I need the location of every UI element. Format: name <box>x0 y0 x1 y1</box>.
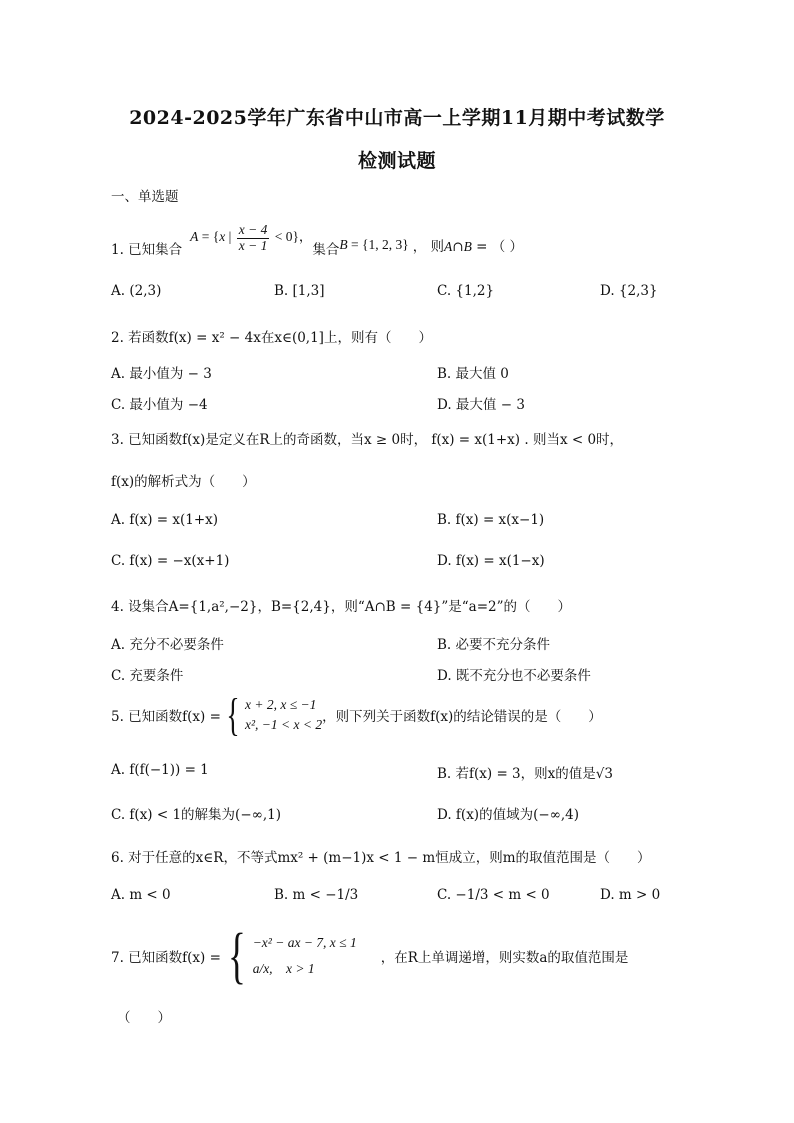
question-1-option-b[interactable]: B. [1,3] <box>274 283 325 299</box>
question-3-option-d[interactable]: D. f(x) = x(1−x) <box>437 553 545 569</box>
question-5-prefix: 5. 已知函数f(x) = <box>111 709 221 725</box>
question-7-case-1: −x² − ax − 7, x ≤ 1 <box>252 935 357 951</box>
exam-title-line-1: 2024-2025学年广东省中山市高一上学期11月期中考试数学 <box>129 107 665 129</box>
question-2-option-a[interactable]: A. 最小值为 − 3 <box>111 366 212 382</box>
section-heading: 一、单选题 <box>111 189 179 205</box>
question-3-stem-line-2: f(x)的解析式为（ ） <box>111 474 256 490</box>
question-1-prefix: 1. 已知集合 <box>111 242 183 258</box>
question-7-prefix: 7. 已知函数f(x) = <box>111 950 221 966</box>
question-3-stem-line-1: 3. 已知函数f(x)是定义在R上的奇函数，当x ≥ 0时， f(x) = x(1+x) . 则当x < 0时， <box>111 432 624 448</box>
question-7-answer-blank[interactable]: （ ） <box>117 1010 171 1026</box>
question-3-option-b[interactable]: B. f(x) = x(x−1) <box>437 512 545 528</box>
question-4-option-c[interactable]: C. 充要条件 <box>111 668 184 684</box>
question-5-stem <box>111 689 602 740</box>
question-6-stem: 6. 对于任意的x∈R，不等式mx² + (m−1)x < 1 − m恒成立，则m的取值范围是（ ） <box>111 850 651 866</box>
question-6-option-d[interactable]: D. m > 0 <box>600 887 661 903</box>
question-4-option-b[interactable]: B. 必要不充分条件 <box>437 637 551 653</box>
question-2-option-b[interactable]: B. 最大值 0 <box>437 366 509 382</box>
question-2-option-c[interactable]: C. 最小值为 −4 <box>111 397 208 413</box>
question-1-set-b: B = {1, 2, 3} <box>339 237 409 252</box>
question-6-option-c[interactable]: C. −1/3 < m < 0 <box>437 887 550 903</box>
question-1-option-d[interactable]: D. {2,3} <box>600 283 658 299</box>
question-5-option-c[interactable]: C. f(x) < 1的解集为(−∞,1) <box>111 807 282 823</box>
exam-title-line-2: 检测试题 <box>357 150 436 172</box>
question-5-case-1: x + 2, x ≤ −1 <box>245 697 317 713</box>
question-6-option-a[interactable]: A. m < 0 <box>111 887 171 903</box>
question-1-mid: 集合 <box>312 242 340 258</box>
question-5-option-d[interactable]: D. f(x)的值域为(−∞,4) <box>437 807 580 823</box>
question-4-option-d[interactable]: D. 既不充分也不必要条件 <box>437 668 591 684</box>
question-5-suffix: ，则下列关于函数f(x)的结论错误的是（ ） <box>322 709 602 725</box>
question-7-case-2: a/x, x > 1 <box>252 961 315 976</box>
question-1-set-a: A = {x | $\frac{x - 4}{x - 1}$ < 0}， <box>190 222 313 253</box>
question-7-stem <box>111 922 629 990</box>
question-5-option-b[interactable]: B. 若f(x) = 3，则x的值是√3 <box>437 766 613 782</box>
question-7-piecewise: { −x² − ax − 7, x ≤ 1 a/x, x > 1 <box>227 922 357 990</box>
question-3-option-a[interactable]: A. f(x) = x(1+x) <box>111 512 219 528</box>
question-5-case-2: x², −1 < x < 2 <box>245 717 323 732</box>
question-4-stem: 4. 设集合A={1,a²,−2}，B={2,4}，则“A∩B = {4}”是“a=2”的（ ） <box>111 599 572 615</box>
question-5-piecewise: { x + 2, x ≤ −1 x², −1 < x < 2 <box>226 689 323 740</box>
question-2-stem: 2. 若函数f(x) = x² − 4x在x∈(0,1]上，则有（ ） <box>111 330 432 346</box>
question-5-option-a[interactable]: A. f(f(−1)) = 1 <box>111 762 209 778</box>
question-7-suffix: ，在R上单调递增，则实数a的取值范围是 <box>380 950 629 966</box>
question-3-option-c[interactable]: C. f(x) = −x(x+1) <box>111 553 230 569</box>
question-6-option-b[interactable]: B. m < −1/3 <box>274 887 359 903</box>
question-1-stem <box>111 218 523 258</box>
question-1-option-a[interactable]: A. (2,3) <box>111 283 162 299</box>
question-1-option-c[interactable]: C. {1,2} <box>437 283 495 299</box>
question-2-option-d[interactable]: D. 最大值 − 3 <box>437 397 525 413</box>
question-4-option-a[interactable]: A. 充分不必要条件 <box>111 637 224 653</box>
question-1-suffix: ， 则A∩B = （ ） <box>412 239 524 255</box>
